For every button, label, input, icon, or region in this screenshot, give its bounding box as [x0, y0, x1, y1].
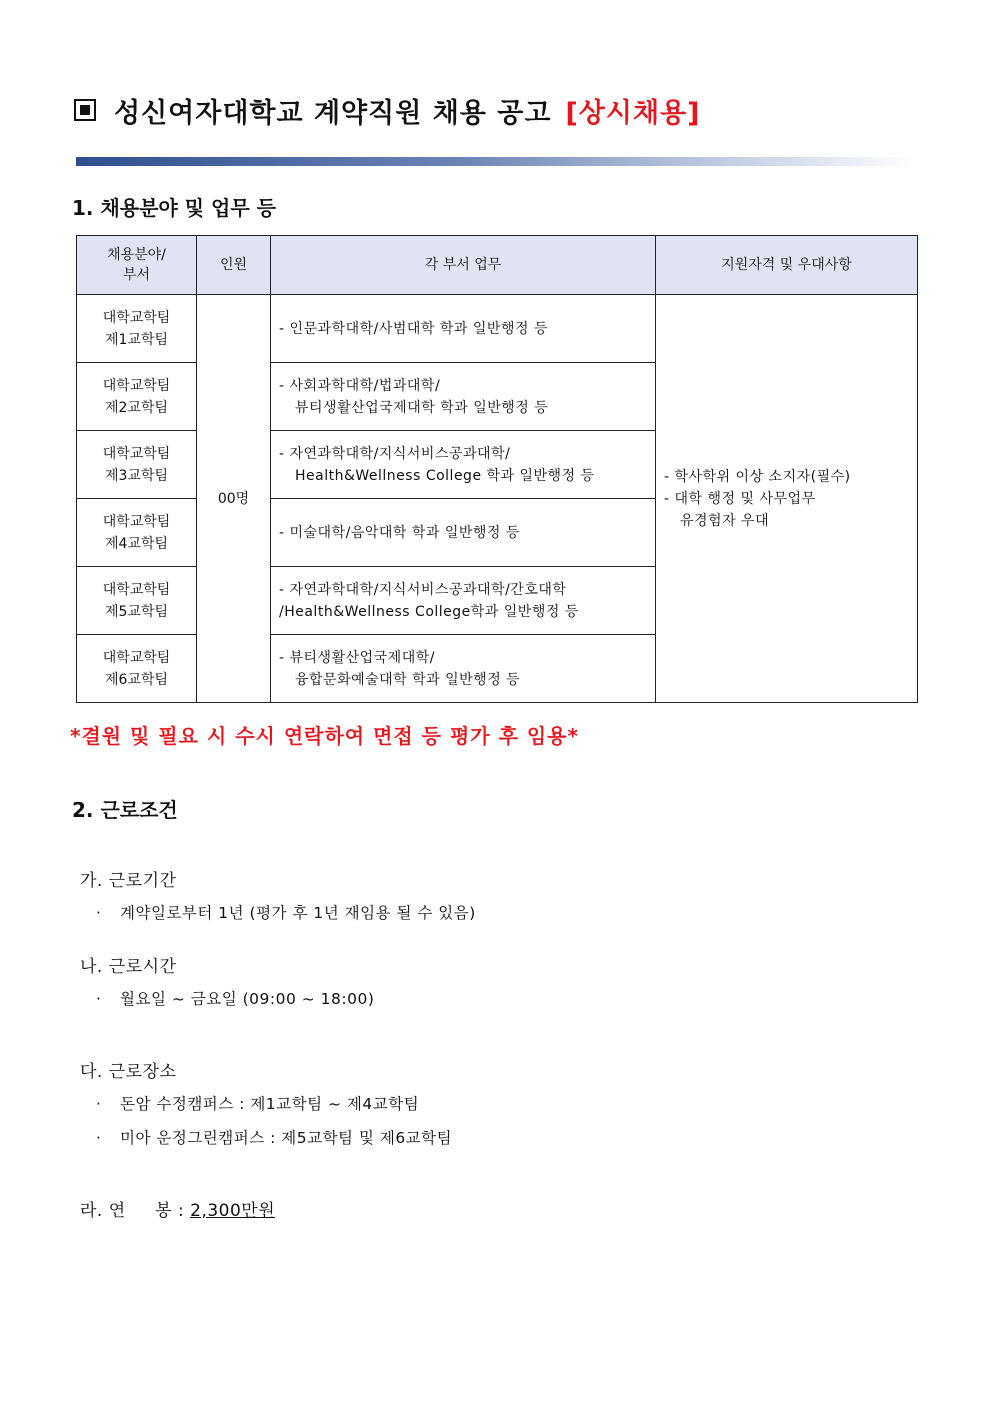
dept-cell: 대학교학팀 제3교학팀 [77, 431, 197, 499]
bullet-dot: · [96, 990, 102, 1008]
location-label: 다. 근로장소 [80, 1062, 177, 1082]
salary-value: 2,300만원 [190, 1201, 276, 1221]
location-item: · 돈암 수정캠퍼스 : 제1교학팀 ~ 제4교학팀 [96, 1095, 420, 1113]
bullet-dot: · [96, 904, 102, 922]
bullet-dot: · [96, 1095, 102, 1113]
dept-cell: 대학교학팀 제2교학팀 [77, 363, 197, 431]
header-duty: 각 부서 업무 [271, 236, 656, 295]
bullet-dot: · [96, 1129, 102, 1147]
duty-cell: - 사회과학대학/법과대학/ 뷰티생활산업국제대학 학과 일반행정 등 [271, 363, 656, 431]
duty-cell: - 인문과학대학/사범대학 학과 일반행정 등 [271, 295, 656, 363]
period-item: · 계약일로부터 1년 (평가 후 1년 재임용 될 수 있음) [96, 904, 476, 922]
section1-heading: 1. 채용분야 및 업무 등 [72, 196, 276, 220]
recruitment-notice: *결원 및 필요 시 수시 연락하여 면접 등 평가 후 임용* [70, 724, 579, 748]
hours-label: 나. 근로시간 [80, 957, 177, 977]
duty-cell: - 뷰티생활산업국제대학/ 융합문화예술대학 학과 일반행정 등 [271, 635, 656, 703]
qualification-cell: - 학사학위 이상 소지자(필수) - 대학 행정 및 사무업무 유경험자 우대 [656, 295, 918, 703]
page-title [74, 90, 700, 130]
location-item: · 미아 운정그린캠퍼스 : 제5교학팀 및 제6교학팀 [96, 1129, 453, 1147]
section2-heading: 2. 근로조건 [72, 798, 178, 822]
hours-item: · 월요일 ~ 금요일 (09:00 ~ 18:00) [96, 990, 375, 1008]
title-divider [76, 157, 916, 166]
salary-label: 라. 연 봉 : [80, 1201, 191, 1221]
duty-cell: - 미술대학/음악대학 학과 일반행정 등 [271, 499, 656, 567]
headcount-cell: 00명 [197, 295, 271, 703]
title-tag: [상시채용] [565, 97, 701, 129]
job-table [76, 235, 918, 703]
header-count: 인원 [197, 236, 271, 295]
header-dept: 채용분야/ 부서 [77, 236, 197, 295]
dept-cell: 대학교학팀 제4교학팀 [77, 499, 197, 567]
dept-cell: 대학교학팀 제1교학팀 [77, 295, 197, 363]
duty-cell: - 자연과학대학/지식서비스공과대학/간호대학 /Health&Wellness College학과 일반행정 등 [271, 567, 656, 635]
header-qual: 지원자격 및 우대사항 [656, 236, 918, 295]
salary-line [80, 1196, 275, 1221]
table-header-row [77, 236, 918, 295]
period-label: 가. 근로기간 [80, 871, 177, 891]
title-main: 성신여자대학교 계약직원 채용 공고 [114, 97, 552, 129]
table-row [77, 295, 918, 363]
duty-cell: - 자연과학대학/지식서비스공과대학/ Health&Wellness College 학과 일반행정 등 [271, 431, 656, 499]
square-bullet-icon [74, 99, 96, 121]
dept-cell: 대학교학팀 제6교학팀 [77, 635, 197, 703]
dept-cell: 대학교학팀 제5교학팀 [77, 567, 197, 635]
